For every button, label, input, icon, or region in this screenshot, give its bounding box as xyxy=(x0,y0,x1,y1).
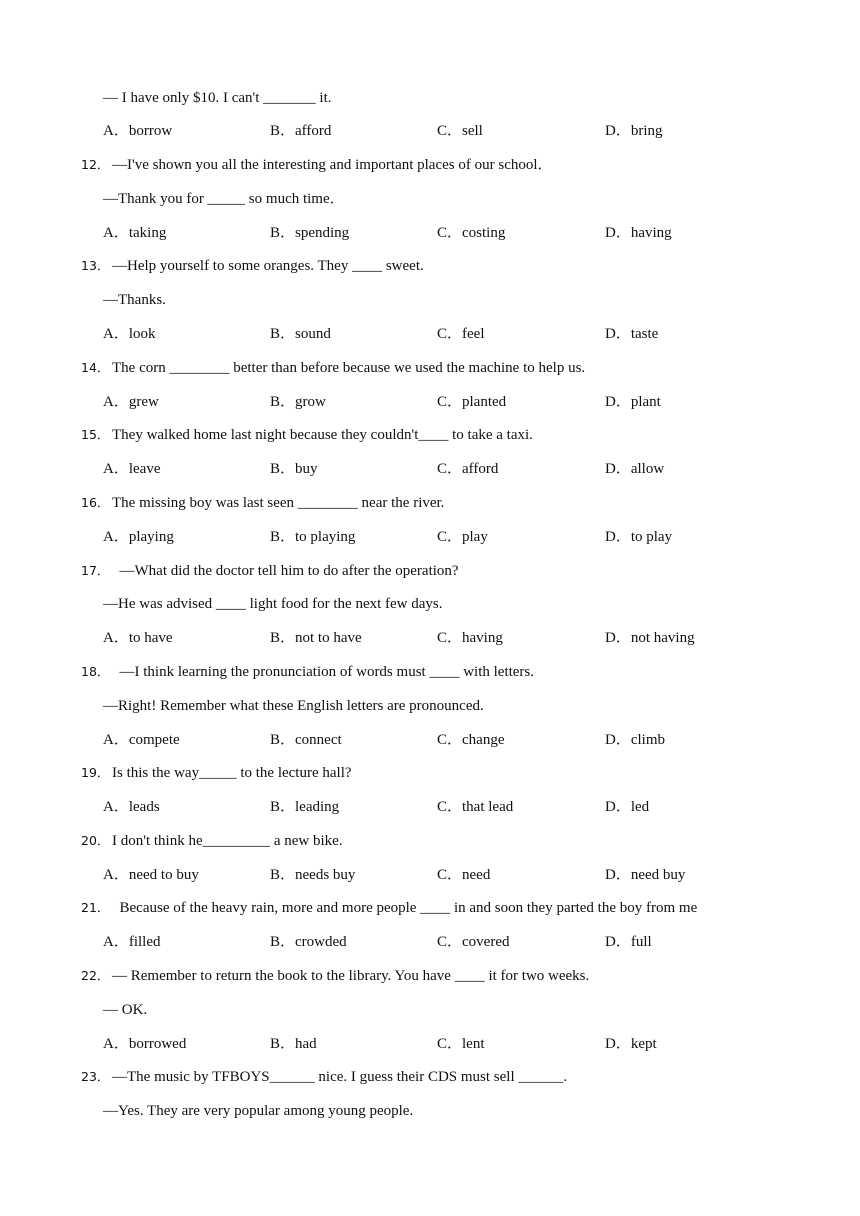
question-number: 14． xyxy=(81,360,110,375)
dialogue-line: —Right! Remember what these English letters are pronounced. xyxy=(103,698,484,714)
answer-option: B．spending xyxy=(270,225,350,241)
question-stem: Because of the heavy rain, more and more people ____ in and soon they parted the boy from me xyxy=(112,900,698,916)
question-number: 12． xyxy=(81,157,110,172)
answer-option: D．having xyxy=(605,225,672,241)
answer-option: B．sound xyxy=(270,326,331,342)
answer-option: C．lent xyxy=(437,1036,485,1052)
question-number: 17． xyxy=(81,563,110,578)
dialogue-line: —Thank you for _____ so much time． xyxy=(103,191,345,207)
answer-option: A．borrow xyxy=(103,123,173,139)
dialogue-line: —Yes. They are very popular among young people. xyxy=(103,1103,414,1119)
question-stem: The missing boy was last seen ________ near the river. xyxy=(112,495,445,511)
answer-option: A．grew xyxy=(103,394,159,410)
answer-option: D．not having xyxy=(605,630,695,646)
question-number: 15． xyxy=(81,427,110,442)
answer-option: D．climb xyxy=(605,732,665,748)
answer-option: A．playing xyxy=(103,529,174,545)
answer-option: A．look xyxy=(103,326,156,342)
answer-option: B．connect xyxy=(270,732,342,748)
answer-option: A．to have xyxy=(103,630,173,646)
answer-option: B．buy xyxy=(270,461,318,477)
answer-option: C．having xyxy=(437,630,503,646)
answer-option: A．leads xyxy=(103,799,160,815)
answer-option: A．leave xyxy=(103,461,161,477)
answer-option: C．sell xyxy=(437,123,483,139)
answer-option: A．need to buy xyxy=(103,867,199,883)
answer-option: D．allow xyxy=(605,461,665,477)
answer-option: D．need buy xyxy=(605,867,686,883)
question-stem: —What did the doctor tell him to do after the operation? xyxy=(112,563,459,579)
answer-option: B．crowded xyxy=(270,934,347,950)
answer-option: A．filled xyxy=(103,934,161,950)
dialogue-line: —He was advised ____ light food for the next few days. xyxy=(103,596,443,612)
answer-option: D．to play xyxy=(605,529,673,545)
question-stem: —I think learning the pronunciation of words must ____ with letters. xyxy=(112,664,535,680)
question-stem: The corn ________ better than before because we used the machine to help us. xyxy=(112,360,586,376)
answer-option: C．play xyxy=(437,529,488,545)
answer-option: D．led xyxy=(605,799,650,815)
answer-option: D．kept xyxy=(605,1036,657,1052)
answer-option: C．that lead xyxy=(437,799,514,815)
answer-option: C．afford xyxy=(437,461,499,477)
dialogue-line: —Thanks. xyxy=(103,292,166,308)
answer-option: A．compete xyxy=(103,732,180,748)
answer-option: D．taste xyxy=(605,326,659,342)
answer-option: B．not to have xyxy=(270,630,362,646)
answer-option: C．covered xyxy=(437,934,510,950)
dialogue-line: — I have only $10. I can't _______ it. xyxy=(103,90,332,106)
answer-option: C．feel xyxy=(437,326,485,342)
answer-option: B．afford xyxy=(270,123,332,139)
answer-option: D．plant xyxy=(605,394,661,410)
question-number: 23． xyxy=(81,1069,110,1084)
answer-option: B．grow xyxy=(270,394,326,410)
answer-option: A．borrowed xyxy=(103,1036,187,1052)
question-stem: —I've shown you all the interesting and important places of our school． xyxy=(112,157,553,173)
question-stem: I don't think he_________ a new bike. xyxy=(112,833,343,849)
question-stem: They walked home last night because they couldn't____ to take a taxi. xyxy=(112,427,533,443)
answer-option: A．taking xyxy=(103,225,167,241)
answer-option: C．need xyxy=(437,867,491,883)
question-number: 18． xyxy=(81,664,110,679)
dialogue-line: — OK. xyxy=(103,1002,148,1018)
question-number: 16． xyxy=(81,495,110,510)
answer-option: C．costing xyxy=(437,225,506,241)
question-stem: —The music by TFBOYS______ nice. I guess their CDS must sell ______. xyxy=(112,1069,568,1085)
answer-option: C．change xyxy=(437,732,505,748)
question-stem: —Help yourself to some oranges. They ____ sweet. xyxy=(112,258,424,274)
answer-option: B．leading xyxy=(270,799,340,815)
answer-option: B．needs buy xyxy=(270,867,356,883)
answer-option: B．to playing xyxy=(270,529,356,545)
question-stem: — Remember to return the book to the library. You have ____ it for two weeks. xyxy=(112,968,590,984)
question-stem: Is this the way_____ to the lecture hall? xyxy=(112,765,352,781)
question-number: 20． xyxy=(81,833,110,848)
answer-option: D．full xyxy=(605,934,652,950)
answer-option: D．bring xyxy=(605,123,663,139)
answer-option: C．planted xyxy=(437,394,507,410)
answer-option: B．had xyxy=(270,1036,317,1052)
question-number: 19． xyxy=(81,765,110,780)
question-number: 21． xyxy=(81,900,110,915)
question-number: 22． xyxy=(81,968,110,983)
question-number: 13． xyxy=(81,258,110,273)
